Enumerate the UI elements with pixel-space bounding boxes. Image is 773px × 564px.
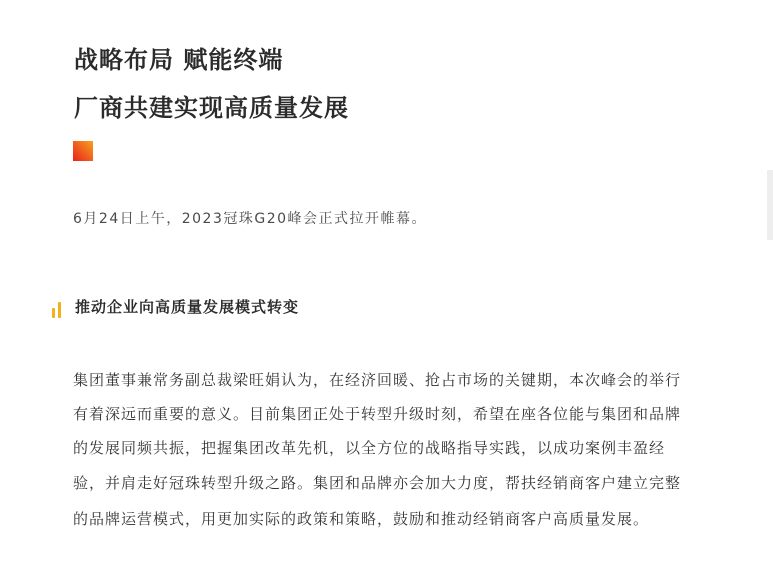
decorative-accent-square — [73, 141, 93, 161]
body-text-line: 的发展同频共振，把握集团改革先机，以全方位的战略指导实践，以成功案例丰盈经 — [73, 439, 666, 457]
body-text-line: 的品牌运营模式，用更加实际的政策和策略，鼓励和推动经销商客户高质量发展。 — [73, 510, 650, 528]
body-text-line: 验，并肩走好冠珠转型升级之路。集团和品牌亦会加大力度，帮扶经销商客户建立完整 — [73, 474, 682, 492]
section-marker-icon — [52, 302, 66, 318]
body-text-line: 集团董事兼常务副总裁梁旺娟认为，在经济回暖、抢占市场的关键期，本次峰会的举行 — [73, 371, 682, 389]
body-text-line: 有着深远而重要的意义。目前集团正处于转型升级时刻，希望在座各位能与集团和品牌 — [73, 405, 682, 423]
section-marker-bar-tall — [58, 302, 61, 318]
section-marker-bar-short — [52, 308, 55, 318]
scrollbar-track[interactable] — [767, 170, 773, 240]
intro-date-text: 6月24日上午，2023冠珠G20峰会正式拉开帷幕。 — [73, 211, 428, 227]
article-title-line-1: 战略布局 赋能终端 — [74, 46, 284, 74]
article-title-line-2: 厂商共建实现高质量发展 — [74, 94, 349, 122]
section-heading: 推动企业向高质量发展模式转变 — [75, 298, 300, 316]
